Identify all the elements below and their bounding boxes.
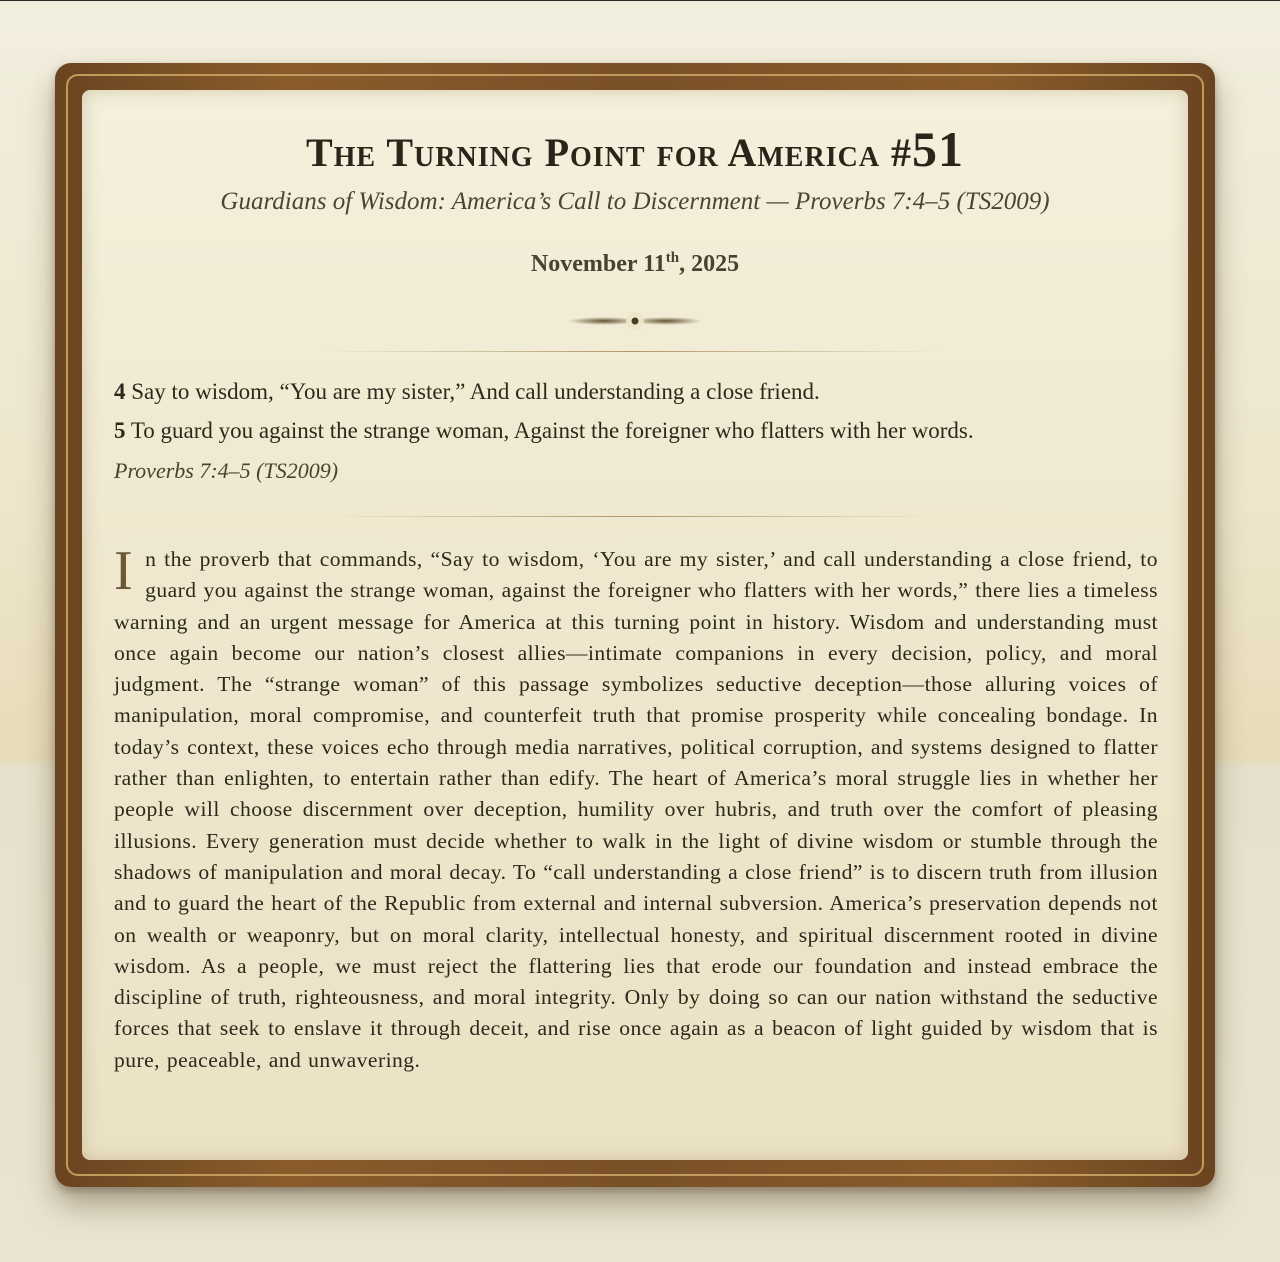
verse-text: Say to wisdom, “You are my sister,” And call understanding a close friend. [125, 379, 820, 404]
page-subtitle: Guardians of Wisdom: America’s Call to Discernment — Proverbs 7:4–5 (TS2009) [220, 188, 1050, 215]
top-border-line [0, 0, 1280, 1]
verse-line [114, 372, 1164, 411]
verse-number: 5 [114, 418, 126, 443]
verse-number: 4 [114, 379, 126, 404]
date-ordinal: th [665, 250, 680, 266]
verse-text: To guard you against the strange woman, Against the foreigner who flatters with her words. [125, 418, 974, 443]
commentary-body [114, 540, 1158, 1076]
title-text: The Turning Point for America # [305, 130, 913, 175]
publication-date [82, 250, 1188, 278]
date-year: , 2025 [679, 251, 740, 277]
verse-line [114, 411, 1164, 450]
title-number: 51 [912, 121, 965, 177]
page-title [82, 120, 1188, 178]
ornament-divider-icon [562, 306, 708, 336]
section-divider-top [322, 351, 942, 352]
date-month-day: November 11 [530, 251, 666, 277]
scripture-verses [114, 372, 1164, 450]
scripture-citation: Proverbs 7:4–5 (TS2009) [114, 458, 339, 483]
drop-cap: I [114, 540, 134, 602]
commentary-text: n the proverb that commands, “Say to wisdom, ‘You are my sister,’ and call understanding a close friend, to guard you against the strange woman, against the foreigner who flatters with her words,” there lies a timeless warning and an urgent message for America at this turning point in history. Wisdom and understanding must once again become our nation’s closest allies—intimate companions in every decision, policy, and moral judgment. The “strange woman” of this passage symbolizes seductive deception—those alluring voices of manipulation, moral compromise, and counterfeit truth that promise prosperity while concealing bondage. In today’s context, these voices echo through media narratives, political corruption, and systems designed to flatter rather than enlighten, to entertain rather than edify. The heart of America’s moral struggle lies in whether her people will choose discernment over deception, humility over hubris, and truth over the comfort of pleasing illusions. Every generation must decide whether to walk in the light of divine wisdom or stumble through the shadows of manipulation and moral decay. To “call understanding a close friend” is to discern truth from illusion and to guard the heart of the Republic from external and internal subversion. America’s preservation depends not on wealth or weaponry, but on moral clarity, intellectual honesty, and spiritual discernment rooted in divine wisdom. As a people, we must reject the flattering lies that erode our foundation and instead embrace the discipline of truth, righteousness, and moral integrity. Only by doing so can our nation withstand the seductive forces that seek to enslave it through deceit, and rise once again as a beacon of light guided by wisdom that is pure, peaceable, and unwavering. [114, 547, 1158, 1072]
section-divider-bottom [322, 516, 942, 517]
wooden-frame [55, 63, 1215, 1187]
parchment-page [82, 90, 1188, 1160]
